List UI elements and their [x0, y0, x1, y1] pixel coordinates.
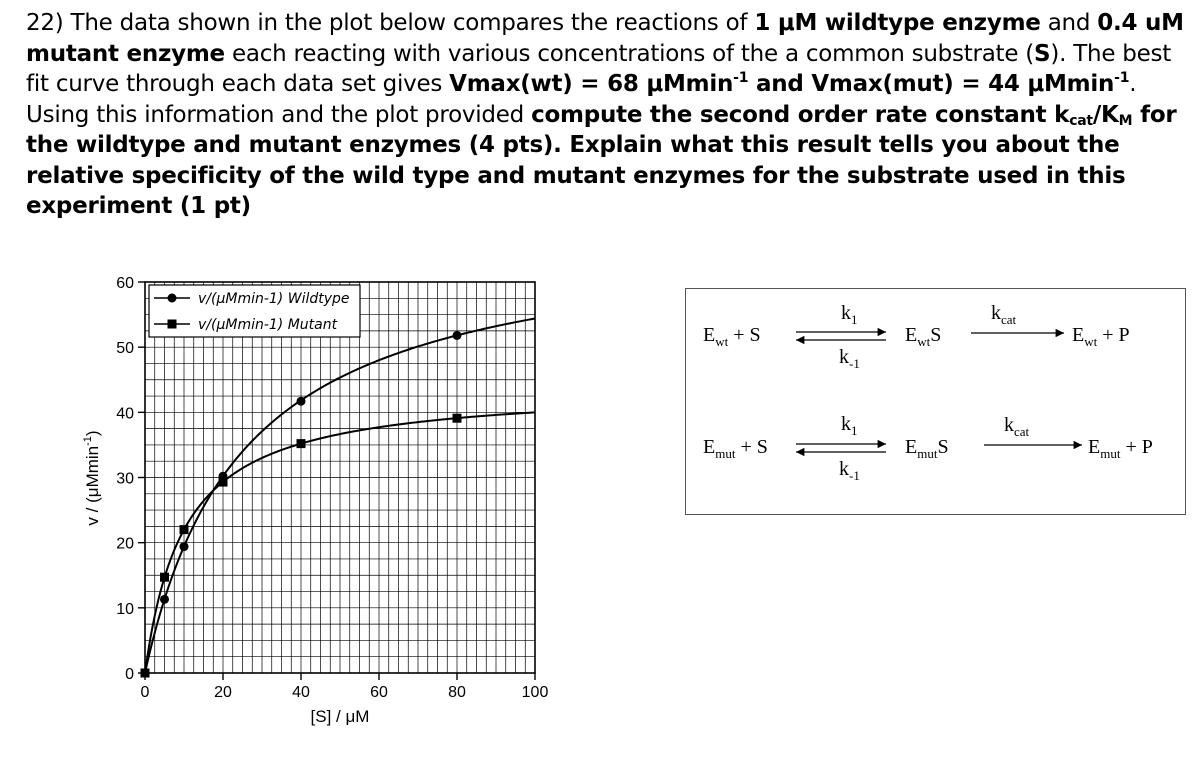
question-bold-wildtype: 1 μM wildtype enzyme	[754, 10, 1041, 36]
data-point-mutant	[141, 669, 150, 678]
data-point-wildtype	[453, 331, 462, 340]
question-bold-vmax-wt: Vmax(wt) = 68 μMmin	[449, 71, 734, 97]
y-axis-label-sup: -1	[82, 436, 94, 446]
data-point-wildtype	[160, 595, 169, 604]
scheme-wt-reactants: $E_{wt} + S$	[703, 324, 761, 349]
scheme-wt-kcat: $k_{cat}$	[991, 302, 1017, 327]
legend-label-wildtype: v/(μMmin-1) Wildtype	[198, 291, 350, 307]
legend-marker-wildtype	[168, 294, 177, 303]
reaction-scheme-box	[685, 288, 1186, 515]
scheme-wt-products: $E_{wt} + P$	[1072, 324, 1130, 349]
scheme-wt-k-1: $k_{-1}$	[839, 346, 860, 371]
scheme-mut-complex: $E_{mut}S$	[905, 436, 949, 461]
question-seg-4: ). The best fit curve through each data set gives	[26, 40, 1172, 97]
legend-label-mutant: v/(μMmin-1) Mutant	[198, 317, 338, 333]
axis-ticks	[116, 275, 548, 701]
x-tick-label: 20	[214, 684, 232, 701]
scheme-mut-products: $E_{mut} + P$	[1088, 436, 1153, 461]
question-bold-task-end: for the wildtype and mutant enzymes (4 pts). Explain what this result tells you about the relative specificity of the wild type and mutant enzymes for the substrate used in this experiment (1 pt)	[26, 101, 1177, 219]
x-tick-label: 0	[140, 684, 150, 701]
scheme-row-mutant	[703, 413, 1153, 483]
data-point-wildtype	[297, 397, 306, 406]
y-tick-label: 10	[116, 600, 134, 618]
y-axis-label-end: )	[83, 430, 102, 437]
y-tick-label: 40	[116, 405, 134, 423]
x-tick-label: 80	[448, 684, 466, 701]
svg-text:v / (μMmin-1)	[82, 430, 102, 525]
x-tick-label: 60	[370, 684, 388, 701]
y-tick-label: 50	[116, 340, 134, 358]
y-axis-label	[82, 430, 102, 525]
scheme-mut-k-1: $k_{-1}$	[839, 458, 860, 483]
question-bold-vmax-mut: and Vmax(mut) = 44 μMmin	[748, 71, 1115, 97]
question-bold-task: compute the second order rate constant k	[531, 101, 1070, 128]
question-bold-km: /K	[1092, 101, 1119, 128]
y-tick-label: 60	[116, 275, 134, 292]
question-sub-cat: cat	[1069, 112, 1093, 129]
question-seg-1: 22) The data shown in the plot below compares the reactions of	[26, 10, 755, 36]
y-tick-label: 30	[116, 470, 134, 488]
question-sub-m: M	[1118, 112, 1133, 129]
question-seg-5: . Using this information and the plot provided	[26, 71, 1137, 128]
data-point-mutant	[219, 478, 228, 487]
scheme-wt-k1: $k_1$	[841, 302, 858, 327]
y-tick-label: 0	[125, 666, 134, 683]
scheme-mut-k1: $k_1$	[841, 413, 858, 438]
data-point-wildtype	[180, 542, 189, 551]
reaction-scheme	[686, 289, 1184, 513]
chart-legend	[149, 285, 360, 337]
scheme-mut-kcat: $k_{cat}$	[1004, 414, 1030, 439]
y-tick-label: 20	[116, 535, 134, 553]
question-sup-1: -1	[733, 70, 749, 86]
y-axis-label-main: v / (μMmin	[83, 445, 102, 526]
question-seg-2: and	[1040, 10, 1098, 36]
data-point-mutant	[180, 525, 189, 534]
x-tick-label: 100	[521, 684, 549, 701]
question-seg-3: each reacting with various concentrations of the a common substrate (	[224, 40, 1035, 67]
legend-marker-mutant	[168, 320, 177, 329]
x-axis-label: [S] / μM	[310, 707, 370, 726]
scheme-wt-complex: $E_{wt}S$	[905, 324, 942, 349]
data-point-mutant	[453, 414, 462, 423]
question-bold-mutant: 0.4 uM mutant enzyme	[26, 10, 1184, 67]
scheme-row-wildtype	[703, 302, 1130, 371]
data-point-mutant	[160, 573, 169, 582]
question-sup-2: -1	[1114, 70, 1130, 86]
chart-grid	[145, 282, 535, 673]
question-bold-substrate: S	[1034, 40, 1051, 67]
x-tick-label: 40	[292, 684, 310, 701]
scheme-mut-reactants: $E_{mut} + S$	[703, 436, 768, 461]
data-point-mutant	[297, 439, 306, 448]
